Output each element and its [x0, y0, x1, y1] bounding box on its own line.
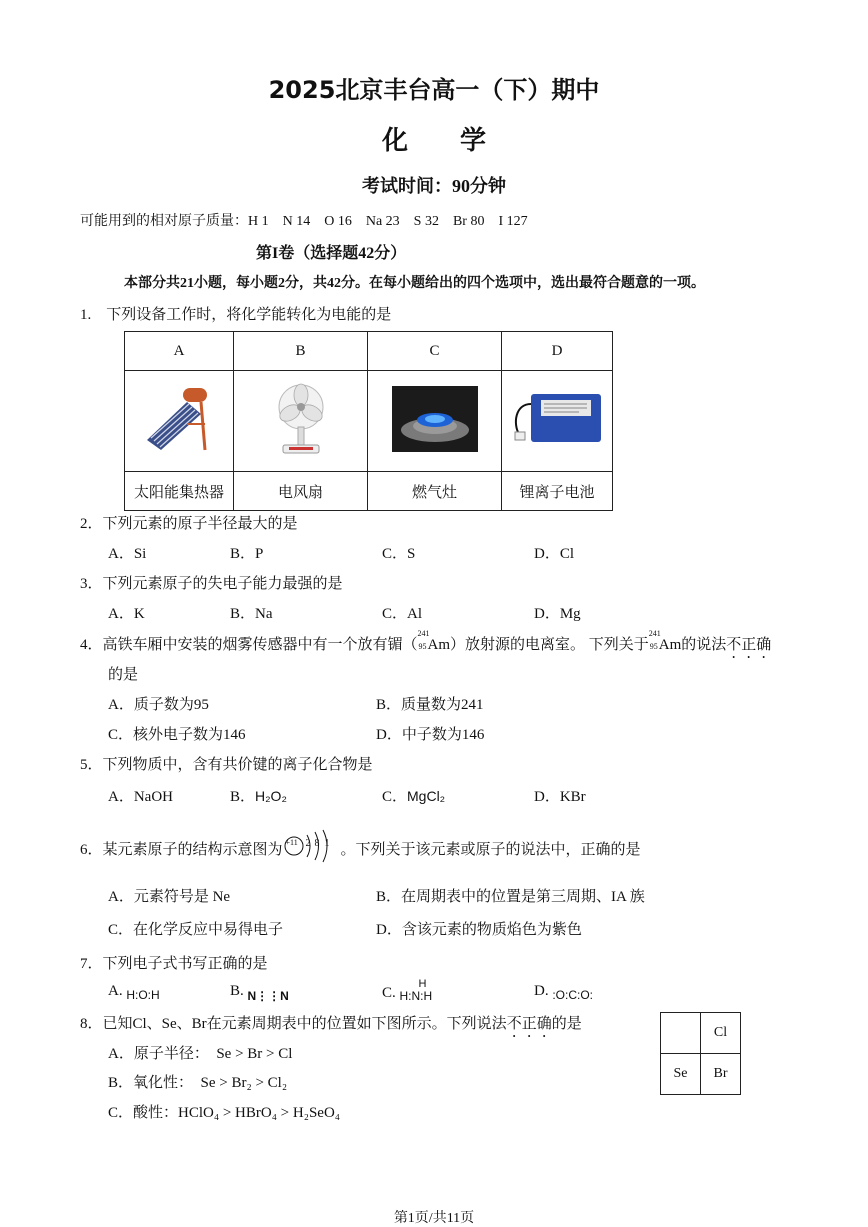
q1-image-b	[234, 371, 368, 472]
q4-nuclide-1: 241 95	[417, 629, 430, 651]
q4-option-b: B．质量数为241	[376, 697, 484, 713]
lithium-battery-image	[509, 386, 605, 452]
q8-option-b: B．氧化性： Se > Br₂ > Cl₂	[108, 1075, 288, 1091]
q2-option-d: D．Cl	[534, 546, 575, 562]
exam-title: 2025北京丰台高一（下）期中	[268, 76, 600, 104]
q3-option-c: C．Al	[382, 606, 423, 622]
q1-image-c	[368, 371, 502, 472]
q4-emphasis: 不正确	[726, 637, 772, 653]
pt-cell-se: Se	[661, 1054, 701, 1095]
q1-header-d: D	[502, 332, 613, 371]
section-title: 第I卷（选择题42分）	[256, 245, 407, 262]
q8-option-c: C．酸性：HClO₄ > HBrO₄ > H₂SeO₄	[108, 1105, 341, 1121]
q6-option-d: D．含该元素的物质焰色为紫色	[376, 922, 582, 938]
q8-option-a: A．原子半径： Se > Br > Cl	[108, 1046, 293, 1062]
q7-option-d: D. $_{:O:C:O:}$	[534, 983, 594, 1002]
q5-option-b: B．H₂O₂	[230, 788, 287, 805]
page-footer: 第1页/共11页	[393, 1211, 475, 1226]
q3-option-a: A．K	[108, 606, 145, 622]
q1-label-d: 锂离子电池	[502, 472, 613, 511]
shell-2-count: 8	[314, 838, 320, 849]
q1-image-d	[502, 371, 613, 472]
pt-cell-br: Br	[701, 1054, 741, 1095]
q1-label-b: 电风扇	[234, 472, 368, 511]
q1-options-table	[124, 331, 613, 511]
q7-option-c: C. H H:N:H	[382, 978, 433, 1003]
q1-header-a: A	[125, 332, 234, 371]
q5-stem: 5．下列物质中，含有共价键的离子化合物是	[80, 757, 373, 773]
shell-1-count: 2	[305, 838, 311, 849]
q5-option-d: D．KBr	[534, 789, 586, 805]
q5-option-a: A．NaOH	[108, 789, 173, 805]
periodic-table-fragment	[660, 1012, 741, 1095]
q4-stem: 4．高铁车厢中安装的烟雾传感器中有一个放有镅（ 241 95 Am）放射源的电离室。 下列关于 241 95 Am的说法不正确	[80, 629, 772, 653]
q2-option-c: C．S	[382, 546, 416, 562]
q5-option-c: C．MgCl₂	[382, 788, 446, 805]
shell-3-count: 1	[324, 838, 330, 849]
gas-stove-image	[392, 386, 478, 452]
subject-title: 化 学	[381, 126, 486, 156]
q7-option-a: A. $_{H:O:H}$	[108, 983, 160, 1002]
q7-stem: 7．下列电子式书写正确的是	[80, 956, 268, 972]
q1-label-c: 燃气灶	[368, 472, 502, 511]
electric-fan-image	[271, 381, 331, 457]
q4-nuclide-2: 241 95	[648, 629, 661, 651]
solar-water-heater-image	[139, 384, 219, 454]
q7-option-b: B. $_{N⋮⋮N}$	[230, 983, 289, 1003]
q4-stem-line2: 的是	[108, 667, 139, 683]
q4-option-a: A．质子数为95	[108, 697, 209, 713]
q3-stem: 3．下列元素原子的失电子能力最强的是	[80, 576, 343, 592]
q4-option-c: C．核外电子数为146	[108, 727, 246, 743]
pt-cell-cl: Cl	[701, 1013, 741, 1054]
q8-stem: 8．已知Cl、Se、Br在元素周期表中的位置如下图所示。下列说法不正确的是	[80, 1016, 582, 1032]
q6-option-c: C．在化学反应中易得电子	[108, 922, 284, 938]
section-instructions: 本部分共21小题，每小题2分，共42分。在每小题给出的四个选项中，选出最符合题意的一项。	[124, 276, 705, 291]
q8-emphasis: 不正确	[506, 1016, 552, 1032]
atomic-masses: 可能用到的相对原子质量：H 1 N 14 O 16 Na 23 S 32 Br 80 I 127	[80, 214, 528, 229]
nucleus-charge: +11	[285, 838, 298, 847]
pt-empty-cell	[661, 1013, 701, 1054]
q2-option-b: B．P	[230, 546, 264, 562]
q2-option-a: A．Si	[108, 546, 147, 562]
q1-stem: 1. 下列设备工作时，将化学能转化为电能的是	[80, 307, 392, 323]
q4-option-d: D．中子数为146	[376, 727, 485, 743]
exam-time: 考试时间：90分钟	[362, 176, 506, 196]
q1-label-a: 太阳能集热器	[125, 472, 234, 511]
q3-option-d: D．Mg	[534, 606, 581, 622]
q2-stem: 2．下列元素的原子半径最大的是	[80, 516, 298, 532]
q6-stem: 6．某元素原子的结构示意图为 +11 2 8 1 。下列关于该元素或原子的说法中，正确的是	[80, 833, 641, 863]
atomic-structure-diagram	[283, 833, 341, 863]
q6-option-a: A．元素符号是 Ne	[108, 889, 231, 905]
q6-option-b: B．在周期表中的位置是第三周期、IA 族	[376, 889, 645, 905]
q1-header-c: C	[368, 332, 502, 371]
q1-image-a	[125, 371, 234, 472]
q1-header-b: B	[234, 332, 368, 371]
q3-option-b: B．Na	[230, 606, 273, 622]
